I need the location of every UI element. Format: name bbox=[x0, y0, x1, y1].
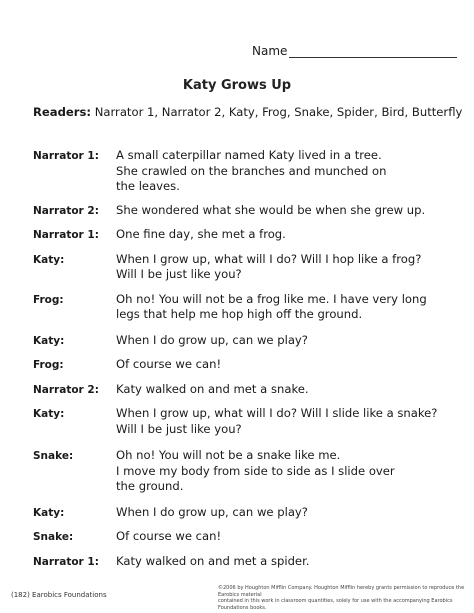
speaker-label: Frog: bbox=[33, 359, 64, 371]
script-line bbox=[33, 382, 463, 398]
speaker-label: Katy: bbox=[33, 334, 65, 347]
copyright-line: contained in this work in classroom quantities, solely for use with the accompanying Earobics Foundations books. bbox=[218, 598, 453, 611]
name-field bbox=[252, 44, 457, 58]
dialogue-line: When I grow up, what will I do? Will I slide like a snake? bbox=[116, 406, 438, 420]
dialogue-text bbox=[116, 148, 463, 195]
script-line bbox=[33, 252, 463, 283]
script-line bbox=[33, 529, 463, 545]
script-line bbox=[33, 554, 463, 570]
speaker-label: Snake: bbox=[33, 450, 74, 462]
dialogue-line: One fine day, she met a frog. bbox=[116, 227, 286, 241]
dialogue-text bbox=[116, 529, 463, 545]
speaker-label: Frog: bbox=[33, 293, 64, 306]
page-title: Katy Grows Up bbox=[182, 78, 292, 93]
script-line bbox=[33, 292, 463, 323]
speaker-label: Snake: bbox=[33, 531, 74, 543]
speaker-label: Narrator 1: bbox=[33, 150, 99, 162]
dialogue-text bbox=[116, 333, 463, 349]
dialogue-line: the ground. bbox=[116, 479, 184, 493]
dialogue-line: legs that help me hop high off the ground. bbox=[116, 307, 363, 321]
dialogue-line: A small caterpillar named Katy lived in a tree. bbox=[116, 148, 382, 162]
name-blank-line bbox=[289, 45, 457, 58]
speaker-label: Narrator 2: bbox=[33, 383, 99, 396]
readers-label: Readers: bbox=[33, 105, 92, 119]
script-line bbox=[33, 505, 463, 521]
dialogue-text bbox=[116, 203, 463, 219]
dialogue-line: I move my body from side to side as I slide over bbox=[116, 463, 395, 478]
dialogue-line: Oh no! You will not be a frog like me. I have very long bbox=[116, 291, 427, 306]
dialogue-line: Katy walked on and met a spider. bbox=[116, 553, 310, 568]
script-line bbox=[33, 406, 463, 437]
script-line bbox=[33, 357, 463, 373]
footer-copyright bbox=[218, 585, 470, 611]
dialogue-line: When I grow up, what will I do? Will I hop like a frog? bbox=[116, 251, 422, 266]
dialogue-line: Will I be just like you? bbox=[116, 267, 242, 281]
dialogue-line: When I do grow up, can we play? bbox=[116, 504, 308, 519]
copyright-line: ©2006 by Houghton Mifflin Company. Houghton Mifflin hereby grants permission to reproduce the Earobics material bbox=[218, 585, 465, 598]
script-line bbox=[33, 448, 463, 495]
dialogue-text bbox=[116, 554, 463, 570]
script-line bbox=[33, 203, 463, 219]
script-line bbox=[33, 227, 463, 243]
speaker-label: Katy: bbox=[33, 506, 65, 519]
speaker-label: Katy: bbox=[33, 253, 65, 266]
dialogue-line: When I do grow up, can we play? bbox=[116, 332, 308, 347]
dialogue-line: Of course we can! bbox=[116, 529, 222, 543]
dialogue-line: the leaves. bbox=[116, 179, 180, 193]
dialogue-line: Will I be just like you? bbox=[116, 421, 242, 436]
readers-line bbox=[33, 105, 463, 119]
dialogue-text bbox=[116, 505, 463, 521]
dialogue-text bbox=[116, 292, 463, 323]
dialogue-text bbox=[116, 252, 463, 283]
script-body bbox=[33, 148, 463, 569]
dialogue-line: Of course we can! bbox=[116, 357, 222, 371]
script-line bbox=[33, 333, 463, 349]
speaker-label: Katy: bbox=[33, 408, 65, 420]
readers-list: Narrator 1, Narrator 2, Katy, Frog, Snake, Spider, Bird, Butterfly bbox=[94, 105, 463, 119]
dialogue-line: Oh no! You will not be a snake like me. bbox=[116, 448, 341, 462]
speaker-label: Narrator 1: bbox=[33, 229, 99, 241]
name-label: Name bbox=[252, 44, 288, 58]
footer-page-label: (182) Earobics Foundations bbox=[11, 591, 107, 599]
dialogue-text bbox=[116, 227, 463, 243]
dialogue-text bbox=[116, 448, 463, 495]
dialogue-line: Katy walked on and met a snake. bbox=[116, 381, 309, 396]
dialogue-line: She wondered what she would be when she grew up. bbox=[116, 202, 426, 217]
speaker-label: Narrator 2: bbox=[33, 204, 99, 217]
dialogue-text bbox=[116, 357, 463, 373]
dialogue-line: She crawled on the branches and munched on bbox=[116, 163, 387, 178]
script-line bbox=[33, 148, 463, 195]
dialogue-text bbox=[116, 382, 463, 398]
dialogue-text bbox=[116, 406, 463, 437]
speaker-label: Narrator 1: bbox=[33, 555, 99, 568]
